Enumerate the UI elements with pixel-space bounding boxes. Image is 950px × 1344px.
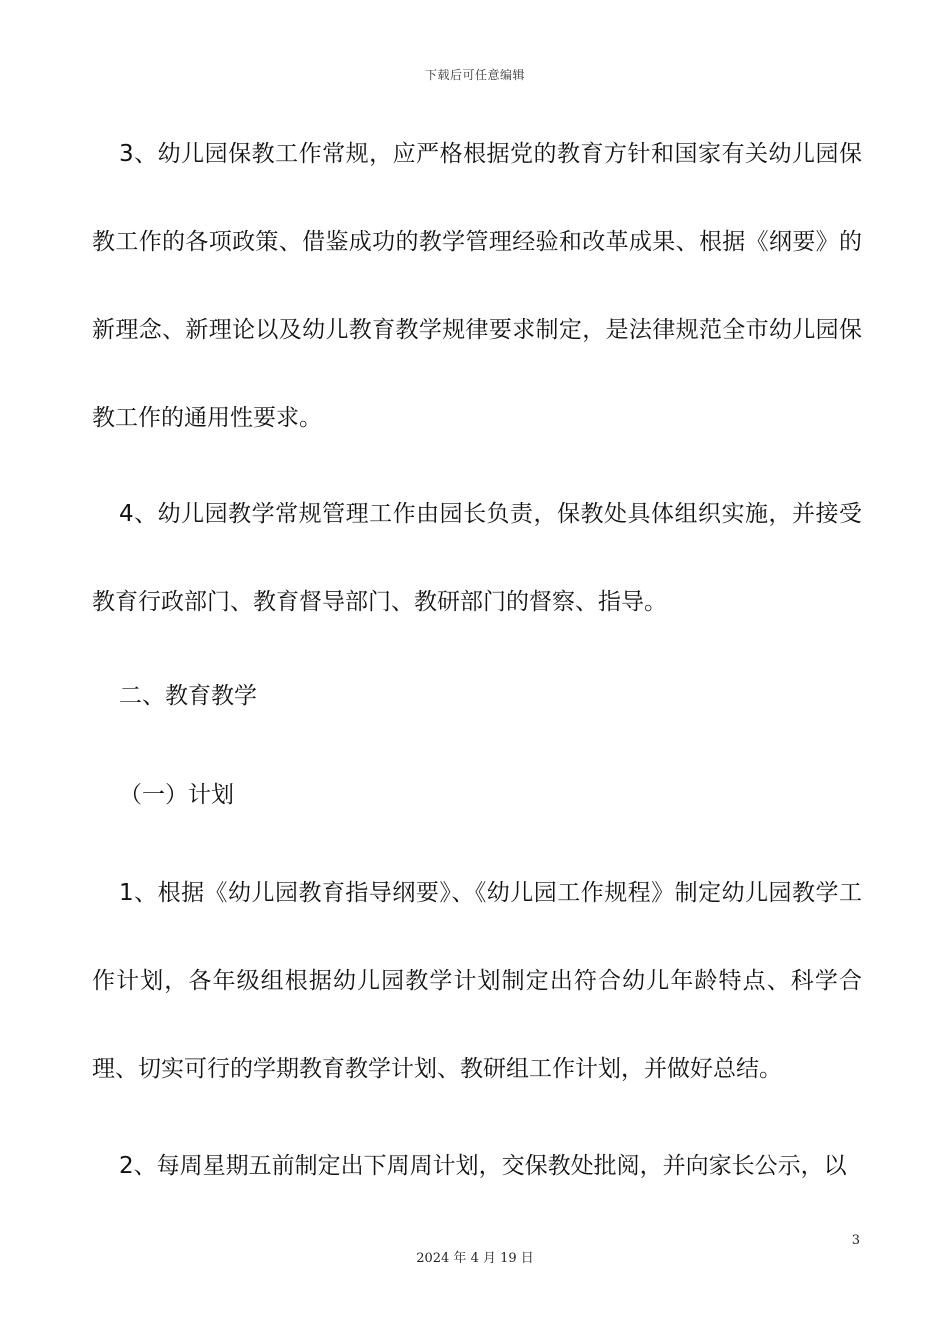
section-heading-education: 二、教育教学 — [119, 683, 257, 709]
footer-date: 2024 年 4 月 19 日 — [416, 1251, 534, 1266]
header-note: 下载后可任意编辑 — [424, 68, 525, 82]
subsection-heading-plan: （一）计划 — [119, 782, 234, 808]
page-number: 3 — [851, 1233, 860, 1248]
item-1: 1、根据《幼儿园教育指导纲要》、《幼儿园工作规程》制定幼儿园教学工作计划，各年级组根据幼儿园教学计划制定出符合幼儿年龄特点、科学合理、切实可行的学期教育教学计划、教研组工作计划，并做好总结。 — [92, 880, 862, 1082]
paragraph-4: 4、幼儿园教学常规管理工作由园长负责，保教处具体组织实施，并接受教育行政部门、教育督导部门、教研部门的督察、指导。 — [92, 501, 862, 615]
paragraph-3: 3、幼儿园保教工作常规，应严格根据党的教育方针和国家有关幼儿园保教工作的各项政策、借鉴成功的教学管理经验和改革成果、根据《纲要》的新理念、新理论以及幼儿教育教学规律要求制定，是法律规范全市幼儿园保教工作的通用性要求。 — [92, 141, 862, 431]
item-2: 2、每周星期五前制定出下周周计划，交保教处批阅，并向家长公示，以 — [119, 1153, 847, 1179]
